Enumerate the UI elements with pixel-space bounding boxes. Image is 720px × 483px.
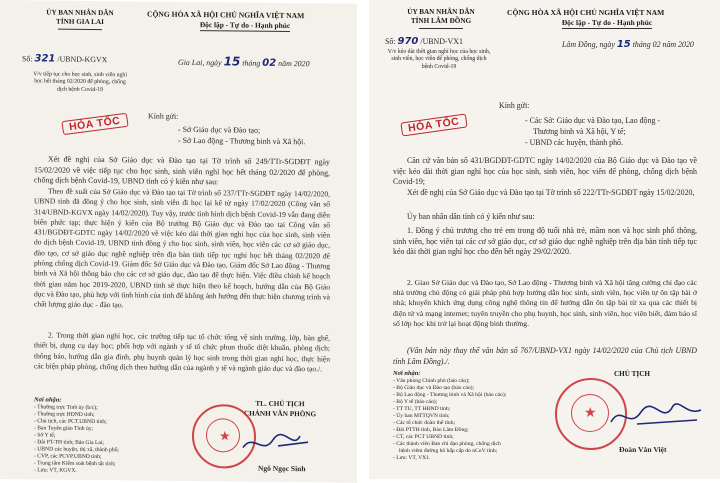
signer-name: Đoàn Văn Việt <box>619 445 667 454</box>
org-line2: TỈNH GIA LAI <box>56 17 104 27</box>
nation-title: CỘNG HÒA XÃ HỘI CHỦ NGHĨA VIỆT NAM <box>147 9 305 21</box>
motto-underline <box>562 28 652 29</box>
recipient-item: - Văn phòng Chính phủ (báo cáo); <box>393 378 470 384</box>
subject: V/v kéo dài thời gian nghỉ học của học sinh, sinh viên, học viên để phòng, chống dịch bệnh Covid-19 <box>387 49 491 70</box>
recipient-item: - TT TU, TT HĐND tỉnh; <box>393 406 451 412</box>
motto-underline <box>200 30 290 32</box>
official-seal: ★ <box>192 404 256 469</box>
official-seal: ★ <box>555 378 627 450</box>
to-label: Kính gửi: <box>148 111 179 121</box>
recipients-label: Nơi nhận: <box>34 396 62 404</box>
recipient-item: - Bộ Y tế (báo cáo); <box>393 399 438 405</box>
signature-icon <box>238 427 318 458</box>
to-line: - Các Sở: Giáo dục và Đào tạo, Lao động - <box>525 116 660 125</box>
doc-number: Số: 321 /UBND-KGVX <box>22 53 108 65</box>
recipient-item: - Lưu: VT, VX1. <box>393 455 431 461</box>
recipient-item: - Ban Tuyên giáo Tỉnh ủy; <box>34 425 94 432</box>
to-label: Kính gửi: <box>499 101 530 110</box>
recipient-item: - Bộ Giáo dục và Đào tạo (báo cáo); <box>393 385 475 391</box>
recipient-item: - Bộ Lao động - Thương binh và Xã hội (báo cáo); <box>393 392 507 398</box>
recipients-label: Nơi nhận: <box>393 370 421 377</box>
recipient-item: - UBND các huyện, thị xã, thành phố; <box>34 446 119 454</box>
recipient-item: - Thường trực Tỉnh ủy (b/c); <box>34 404 98 412</box>
document-lam-dong <box>369 0 720 479</box>
to-line: - UBND các huyện, thành phố. <box>525 138 623 147</box>
recipient-item: - CT, các PCT UBND tỉnh; <box>393 434 454 440</box>
sign-subtitle: CHÁNH VĂN PHÒNG <box>243 409 317 419</box>
subject: V/v tiếp tục cho học sinh, sinh viên nghỉ học hết tháng 02/2020 để phòng, chống dịch bệnh Covid-19 <box>33 71 127 93</box>
org-underline <box>58 29 102 30</box>
recipient-item: - Đài PT-TH tỉnh; Báo Gia Lai; <box>34 439 105 447</box>
recipient-item: - Thường trực HĐND tỉnh; <box>34 411 95 418</box>
paragraph: Theo đề xuất của Sở Giáo dục và Đào tạo tại Tờ trình số 237/TTr-SGDĐT ngày 14/02/2020, UBND tỉnh đã đồng ý cho học sinh, sinh viên đi học lại kể từ ngày 17/02/2020 (Công văn số 314/UBND-KGVX ngày 14/02/2020). Tuy vậy, trước tình hình dịch bệnh Covid-19 vẫn đang diễn biến phức tạp; thực hiện ý kiến của Bộ trưởng Bộ Giáo dục và Đào tạo tại Công văn số 431/BGDĐT-GDTC ngày 14/02/2020 về việc kéo dài thời gian nghỉ học của học sinh, sinh viên do dịch bệnh Covid-19, UBND tỉnh đồng ý cho học sinh, sinh viên, học viên các cơ sở giáo dục, đào tạo, cơ sở giáo dục nghề nghiệp trên địa bàn tỉnh tiếp tục nghỉ học hết tháng 02/2020 để phòng chống dịch Covid-19. Giám đốc Sở Giáo dục và Đào tạo, Giám đốc Sở Lao động - Thương binh và Xã hội thông báo cho các cơ sở giáo dục, đào tạo để thực hiện. Việc điều chỉnh kế hoạch thời gian năm học 2019-2020, UBND tỉnh sẽ thực hiện theo kế hoạch, hướng dẫn của Bộ Giáo dục và Đào tạo, phù hợp với tình hình của tỉnh để không ảnh hưởng đến thực hiện chương trình và chất lượng giáo dục - đào tạo. <box>34 186 330 310</box>
sign-title: CHỦ TỊCH <box>613 370 650 378</box>
recipient-item: - Các thành viên Ban chỉ đạo phòng, chống dịch <box>393 441 501 447</box>
nation-title: CỘNG HÒA XÃ HỘI CHỦ NGHĨA VIỆT NAM <box>507 8 665 17</box>
motto: Độc lập - Tự do - Hạnh phúc <box>199 20 291 31</box>
paragraph: Xét đề nghị của Sở Giáo dục và Đào tạo tại Tờ trình số 222/TTr-SGDĐT ngày 15/02/2020, <box>407 188 695 197</box>
paragraph: 1. Đồng ý chủ trương cho trẻ em trong độ tuổi nhà trẻ, mầm non và học sinh phổ thông, sinh viên, học viên tại các cơ sở giáo dục, cơ sở giáo dục nghề nghiệp trên địa bàn tỉnh tiếp tục kéo dài thời gian nghỉ học cho đến hết ngày 29/02/2020. <box>393 226 697 257</box>
recipient-item: - Chủ tịch, các PCT.UBND tỉnh; <box>34 418 107 426</box>
sign-title: TL. CHỦ TỊCH <box>255 399 305 409</box>
urgent-stamp: HỎA TỐC <box>61 113 128 135</box>
paragraph: Ủy ban nhân dân tỉnh có ý kiến như sau: <box>407 212 535 221</box>
recipient-item: - Ủy ban MTTQVN tỉnh; <box>393 413 450 419</box>
document-gia-lai <box>0 0 357 483</box>
recipient-item: - Các tổ chức đoàn thể tỉnh; <box>393 420 456 426</box>
paragraph: 2. Giao Sở Giáo dục và Đào tạo, Sở Lao động - Thương binh và Xã hội tăng cường chỉ đạo các nhà trường chủ động có giải pháp phù hợp hướng dẫn học sinh, sinh viên, học viên tự ôn tập bài ở nhà; khuyến khích ứng dụng công nghệ thông tin để hướng dẫn ôn tập bài từ xa qua các thiết bị điện tử và mạng internet; tuyên truyền cho phụ huynh, học sinh, sinh viên, học viên biết, đảm bảo sĩ số lớp học khi trở lại hoạt động bình thường. <box>393 278 697 328</box>
signer-name: Ngô Ngọc Sinh <box>258 463 306 474</box>
place-date: Gia Lai, ngày 15 tháng 02 năm 2020 <box>178 54 310 69</box>
org-line1: ỦY BAN NHÂN DÂN <box>407 8 475 16</box>
to-line: - Sở Lao động - Thương binh và Xã hội. <box>178 135 306 147</box>
org-underline <box>419 28 463 29</box>
recipient-item: - Đài PTTH tỉnh, Báo Lâm Đồng; <box>393 427 469 433</box>
org-line1: ỦY BAN NHÂN DÂN <box>46 8 114 18</box>
motto: Độc lập - Tự do - Hạnh phúc <box>561 18 653 27</box>
recipient-item: - Lưu: VT, KGVX. <box>34 467 77 474</box>
recipient-item: - Trung tâm Kiểm soát bệnh tật tỉnh; <box>34 460 116 468</box>
signature-icon <box>607 396 707 436</box>
org-line2: TỈNH LÂM ĐỒNG <box>410 17 472 25</box>
paragraph: Căn cứ văn bản số 431/BGDĐT-GDTC ngày 14/02/2020 của Bộ Giáo dục và Đào tạo về việc kéo dài thời gian nghỉ học của học sinh, sinh viên, học viên để phòng, chống dịch bệnh Covid-19; <box>393 156 697 187</box>
paragraph: 2. Trong thời gian nghỉ học, các trường tiếp tục tổ chức tổng vệ sinh trường, lớp, bàn ghế, thiết bị, dụng cụ dạy học; phối hợp với ngành y tế tổ chức phun thuốc diệt khuẩn, phòng dịch; thông báo, hướng dẫn gia đình, phụ huynh quản lý học sinh trong thời gian nghỉ học, thực hiện các biện pháp phòng, chống dịch theo hướng dẫn của ngành y tế và ngành giáo dục và đào tạo./. <box>34 330 330 374</box>
place-date: Lâm Đồng, ngày 15 tháng 02 năm 2020 <box>562 39 694 50</box>
to-line: - Sở Giáo dục và Đào tạo; <box>178 124 261 135</box>
to-line: Thương binh và Xã hội, Y tế; <box>533 127 626 136</box>
paragraph: Xét đề nghị của Sở Giáo dục và Đào tạo tại Tờ trình số 249/TTr-SGDĐT ngày 15/02/2020 về việc tiếp tục cho học sinh, sinh viên nghỉ học hết tháng 02/2020 để phòng, chống dịch bệnh Covid-19, UBND tỉnh có ý kiến như sau: <box>34 154 330 187</box>
recipient-item: - Sở Y tế; <box>34 432 56 439</box>
recipient-item: bệnh viêm đường hô hấp cấp do nCoV tỉnh; <box>399 448 498 454</box>
recipient-item: - CVP, các PCVP.UBND tỉnh; <box>34 453 102 461</box>
paragraph: (Văn bản này thay thế văn bản số 767/UBND-VX1 ngày 14/02/2020 của Chủ tịch UBND tỉnh Lâm Đồng)./. <box>393 346 697 366</box>
urgent-stamp: HỎA TỐC <box>400 114 467 137</box>
doc-number: Số: 970 /UBND-VX1 <box>385 36 463 47</box>
